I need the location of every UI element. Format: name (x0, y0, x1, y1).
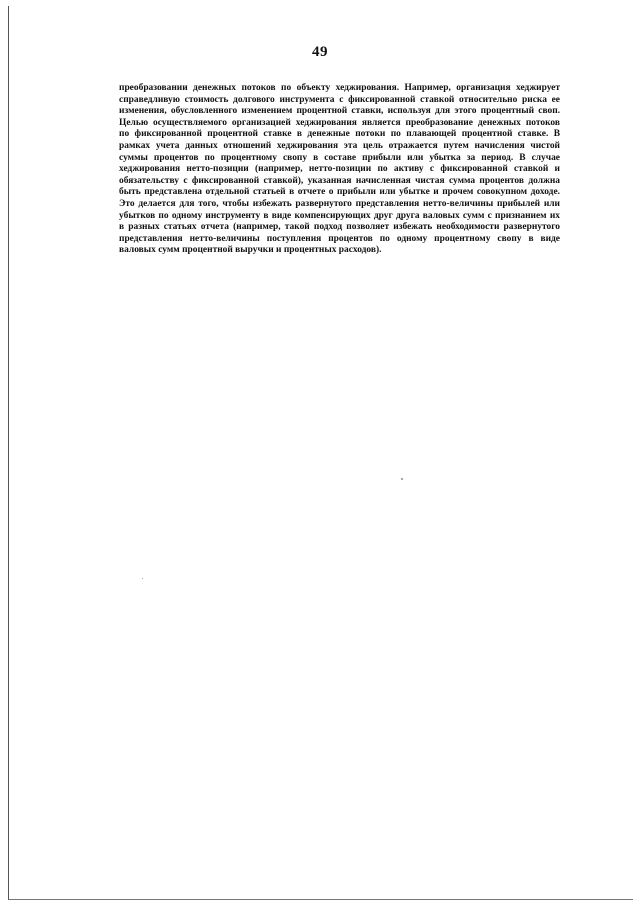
scan-speck (142, 578, 143, 579)
text-line: хеджирования нетто-позиции (например, нетто-позиции по активу с фиксированной ставкой и (119, 164, 560, 175)
body-paragraph (119, 83, 560, 257)
text-line: Целью осуществляемого организацией хеджирования является преобразование денежных потоков (119, 117, 560, 128)
text-line: суммы процентов по процентному свопу в составе прибыли или убытка за период. В случае (119, 152, 560, 163)
page-number: 49 (312, 44, 328, 60)
text-line: Это делается для того, чтобы избежать развернутого представления нетто-величины прибылей или (119, 198, 560, 209)
text-line: представления нетто-величины поступления процентов по одному процентному свопу в виде (119, 233, 560, 244)
text-line: обязательству с фиксированной ставкой), указанная начисленная чистая сумма процентов должна (119, 175, 560, 186)
text-line: по фиксированной процентной ставке в денежные потоки по плавающей процентной ставке. В (119, 129, 560, 140)
text-line: быть представлена отдельной статьей в отчете о прибыли или убытке и прочем совокупном доходе. (119, 187, 560, 198)
text-line: справедливую стоимость долгового инструмента с фиксированной ставкой относительно риска ее (119, 94, 560, 105)
text-line: валовых сумм процентной выручки и процентных расходов). (119, 245, 382, 256)
text-line: в разных статьях отчета (например, такой подход позволяет избежать необходимости развернутого (119, 222, 560, 233)
text-line: рамках учета данных отношений хеджирования эта цель отражается путем начисления чистой (119, 140, 560, 151)
scan-speck (401, 478, 403, 480)
text-line: убытков по одному инструменту в виде компенсирующих друг друга валовых сумм с признанием их (119, 210, 560, 221)
text-line: изменения, обусловленного изменением процентной ставки, используя для этого процентный своп. (119, 106, 560, 117)
text-line: преобразовании денежных потоков по объекту хеджирования. Например, организация хеджирует (119, 83, 560, 93)
